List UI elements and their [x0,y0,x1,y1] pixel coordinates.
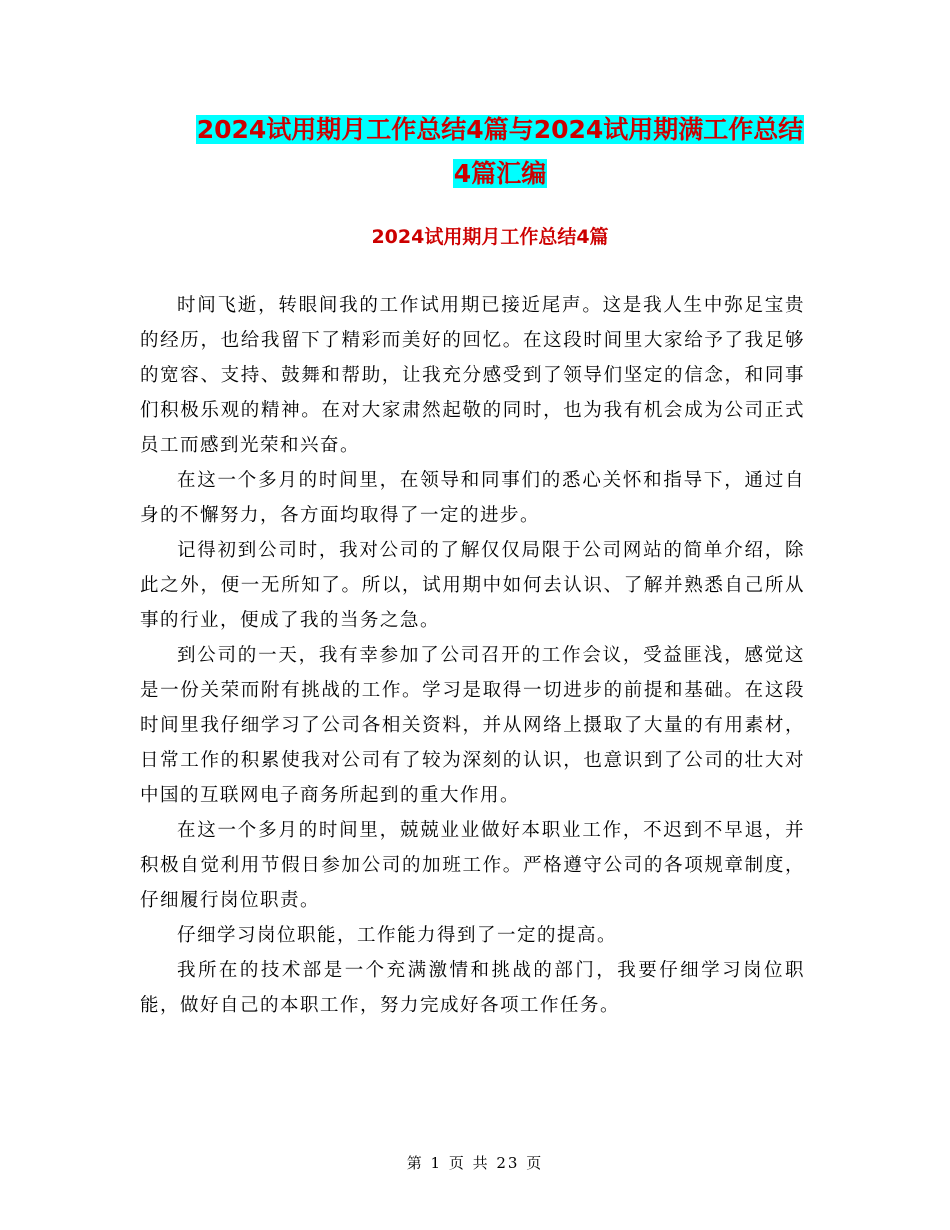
paragraph: 时间飞逝，转眼间我的工作试用期已接近尾声。这是我人生中弥足宝贵的经历，也给我留下了精彩而美好的回忆。在这段时间里大家给予了我足够的宽容、支持、鼓舞和帮助，让我充分感受到了领导们坚定的信念，和同事们积极乐观的精神。在对大家肃然起敬的同时，也为我有机会成为公司正式员工而感到光荣和兴奋。 [140,295,805,456]
page-footer: 第 1 页 共 23 页 [406,1154,544,1172]
title-highlight-2: 4篇汇编 [453,159,547,188]
paragraph: 我所在的技术部是一个充满激情和挑战的部门，我要仔细学习岗位职能，做好自己的本职工作，努力完成好各项工作任务。 [140,960,805,1016]
section-heading: 2024试用期月工作总结4篇 [371,226,609,248]
body-text [140,288,805,1023]
paragraph: 到公司的一天，我有幸参加了公司召开的工作会议，受益匪浅，感觉这是一份关荣而附有挑战的工作。学习是取得一切进步的前提和基础。在这段时间里我仔细学习了公司各相关资料，并从网络上摄取了大量的有用素材，日常工作的积累使我对公司有了较为深刻的认识，也意识到了公司的壮大对中国的互联网电子商务所起到的重大作用。 [140,645,805,806]
paragraph: 在这一个多月的时间里，兢兢业业做好本职业工作，不迟到不早退，并积极自觉利用节假日参加公司的加班工作。严格遵守公司的各项规章制度，仔细履行岗位职责。 [140,820,805,911]
document-title-line-2 [140,156,860,192]
paragraph: 在这一个多月的时间里，在领导和同事们的悉心关怀和指导下，通过自身的不懈努力，各方面均取得了一定的进步。 [140,470,805,526]
document-title-line-1 [140,112,860,148]
paragraph: 仔细学习岗位职能，工作能力得到了一定的提高。 [177,925,618,946]
title-highlight-1: 2024试用期月工作总结4篇与2024试用期满工作总结 [196,115,804,144]
paragraph: 记得初到公司时，我对公司的了解仅仅局限于公司网站的简单介绍，除此之外，便一无所知了。所以，试用期中如何去认识、了解并熟悉自己所从事的行业，便成了我的当务之急。 [140,540,805,631]
